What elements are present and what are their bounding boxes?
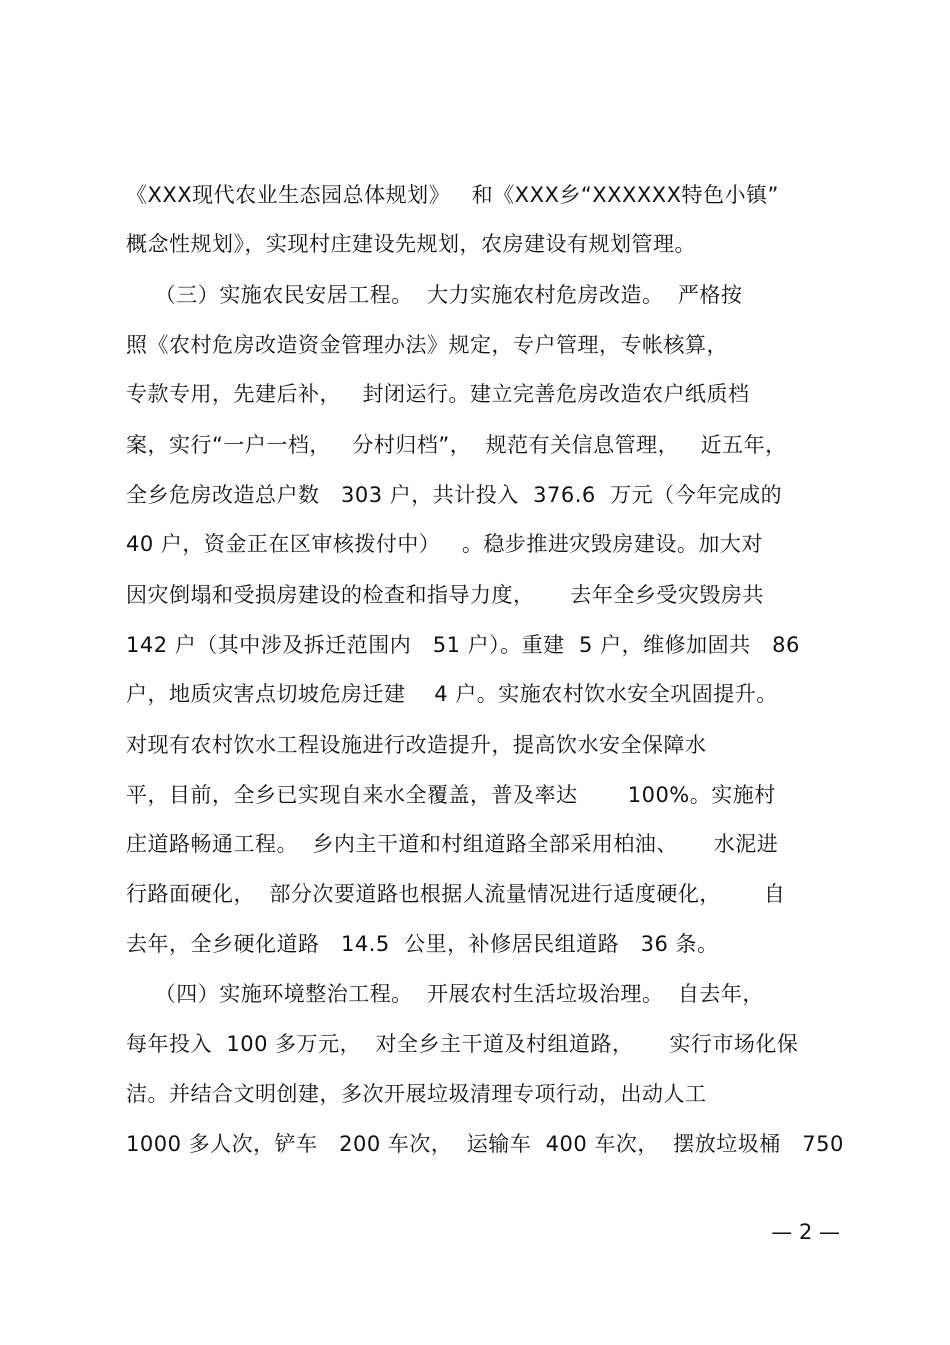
text-line: 对现有农村饮水工程设施进行改造提升，提高饮水安全保障水 <box>126 733 707 757</box>
text-line: （四）实施环境整治工程。 开展农村生活垃圾治理。 自去年， <box>126 982 764 1006</box>
text-line: 洁。并结合文明创建，多次开展垃圾清理专项行动，出动人工 <box>126 1082 707 1106</box>
text-line: 1000 多人次，铲车 200 车次， 运输车 400 车次， 摆放垃圾桶 750 <box>126 1132 844 1156</box>
text-line: 户，地质灾害点切坡危房迁建 4 户。实施农村饮水安全巩固提升。 <box>126 682 778 706</box>
text-line: 40 户，资金正在区审核拨付中） 。稳步推进灾毁房建设。加大对 <box>126 532 763 556</box>
text-line: 照《农村危房改造资金管理办法》规定，专户管理，专帐核算， <box>126 333 728 357</box>
text-line: 案，实行“一户一档， 分村归档”， 规范有关信息管理， 近五年， <box>126 433 787 457</box>
text-line: 142 户（其中涉及拆迁范围内 51 户）。重建 5 户，维修加固共 86 <box>126 633 800 657</box>
text-line: 平，目前，全乡已实现自来水全覆盖，普及率达 100%。实施村 <box>126 783 776 807</box>
text-line: （三）实施农民安居工程。 大力实施农村危房改造。 严格按 <box>126 283 743 307</box>
text-line: 概念性规划》，实现村庄建设先规划，农房建设有规划管理。 <box>126 232 696 256</box>
text-line: 每年投入 100 多万元， 对全乡主干道及村组道路， 实行市场化保 <box>126 1032 799 1056</box>
text-line: 专款专用，先建后补， 封闭运行。建立完善危房改造农户纸质档 <box>126 382 750 406</box>
text-line: 行路面硬化， 部分次要道路也根据人流量情况进行适度硬化， 自 <box>126 882 786 906</box>
text-line: 庄道路畅通工程。 乡内主干道和村组道路全部采用柏油、 水泥进 <box>126 832 779 856</box>
text-line: 去年，全乡硬化道路 14.5 公里，补修居民组道路 36 条。 <box>126 932 719 956</box>
text-line: 《XXX现代农业生态园总体规划》 和《XXX乡“XXXXXX特色小镇” <box>126 183 779 207</box>
page-number: — 2 — <box>771 1220 840 1244</box>
text-line: 全乡危房改造总户数 303 户，共计投入 376.6 万元（今年完成的 <box>126 483 783 507</box>
text-line: 因灾倒塌和受损房建设的检查和指导力度， 去年全乡受灾毁房共 <box>126 583 764 607</box>
